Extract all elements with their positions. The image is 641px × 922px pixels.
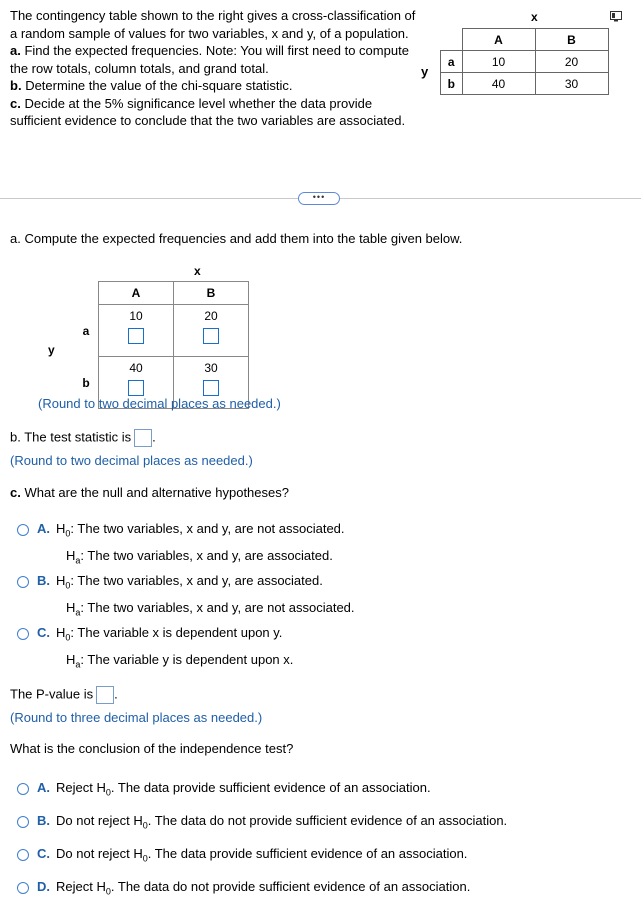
pvalue-input[interactable]	[96, 686, 114, 704]
radio-button[interactable]	[17, 849, 29, 861]
table-cell: 20	[535, 51, 608, 73]
table-cell: 40	[99, 357, 174, 409]
round-note-b: (Round to two decimal places as needed.)	[10, 453, 253, 468]
problem-statement	[10, 7, 425, 130]
answer-table-x-label: x	[194, 264, 201, 278]
copy-icon[interactable]	[610, 9, 622, 19]
radio-button[interactable]	[17, 628, 29, 640]
row-label-b: b	[441, 73, 463, 95]
test-statistic-input[interactable]	[134, 429, 152, 447]
table-cell: 30	[174, 357, 249, 409]
question-c: c. What are the null and alternative hypotheses?	[10, 485, 289, 500]
row-label-b: b	[74, 357, 99, 409]
conclusion-option-d[interactable]: D. Reject $H_0$. The data do not provide sufficient evidence of an association.	[17, 876, 470, 903]
top-table-y-label: y	[421, 64, 429, 79]
table-cell: 40	[462, 73, 535, 95]
pvalue-question: The P-value is .	[10, 686, 118, 704]
expected-frequency-table	[74, 281, 249, 409]
question-a: a. Compute the expected frequencies and add them into the table given below.	[10, 231, 463, 246]
table-cell: 20	[174, 305, 249, 357]
radio-button[interactable]	[17, 524, 29, 536]
conclusion-question: What is the conclusion of the independence test?	[10, 741, 294, 756]
part-c-text: c. Decide at the 5% significance level whether the data provide sufficient evidence to conclude that the two variables are associated.	[10, 95, 406, 128]
expected-b-B-input[interactable]	[203, 380, 219, 396]
table-cell: 10	[99, 305, 174, 357]
intro-line: The contingency table shown to the right gives a cross-classification of a random sample of values for two variables, x and y, of a population.	[10, 8, 416, 41]
col-header-A: A	[99, 282, 174, 305]
col-header-B: B	[535, 29, 608, 51]
expected-b-A-input[interactable]	[128, 380, 144, 396]
top-table-x-label: x	[531, 10, 538, 24]
conclusion-option-c[interactable]: C. Do not reject $H_0$. The data provide sufficient evidence of an association.	[17, 843, 467, 870]
conclusion-option-b[interactable]: B. Do not reject $H_0$. The data do not provide sufficient evidence of an association.	[17, 810, 507, 837]
hypothesis-option-a[interactable]: A. $H_0$: The two variables, x and y, are not associated. $H_a$: The two variables, x and y, are associated.	[17, 518, 345, 571]
col-header-A: A	[462, 29, 535, 51]
hypothesis-option-c[interactable]: C. $H_0$: The variable x is dependent upon y. $H_a$: The variable y is dependent upon x.	[17, 622, 293, 675]
conclusion-option-a[interactable]: A. Reject $H_0$. The data provide sufficient evidence of an association.	[17, 777, 431, 804]
expected-a-A-input[interactable]	[128, 328, 144, 344]
row-label-a: a	[441, 51, 463, 73]
radio-button[interactable]	[17, 576, 29, 588]
table-cell: 10	[462, 51, 535, 73]
contingency-table	[440, 5, 609, 95]
question-b: b. The test statistic is .	[10, 429, 156, 447]
expected-a-B-input[interactable]	[203, 328, 219, 344]
round-note-a: (Round to two decimal places as needed.)	[38, 396, 281, 411]
answer-table-y-label: y	[48, 343, 55, 357]
radio-button[interactable]	[17, 783, 29, 795]
table-cell: 30	[535, 73, 608, 95]
radio-button[interactable]	[17, 816, 29, 828]
row-label-a: a	[74, 305, 99, 357]
round-note-pvalue: (Round to three decimal places as needed.)	[10, 710, 263, 725]
radio-button[interactable]	[17, 882, 29, 894]
hypothesis-option-b[interactable]: B. $H_0$: The two variables, x and y, are associated. $H_a$: The two variables, x and y, are not associated.	[17, 570, 355, 623]
part-a-text: a. Find the expected frequencies. Note: You will first need to compute the row totals, column totals, and grand total.	[10, 43, 409, 76]
expand-more-button[interactable]: •••	[298, 192, 340, 205]
col-header-B: B	[174, 282, 249, 305]
part-b-text: b. Determine the value of the chi-square statistic.	[10, 78, 293, 93]
